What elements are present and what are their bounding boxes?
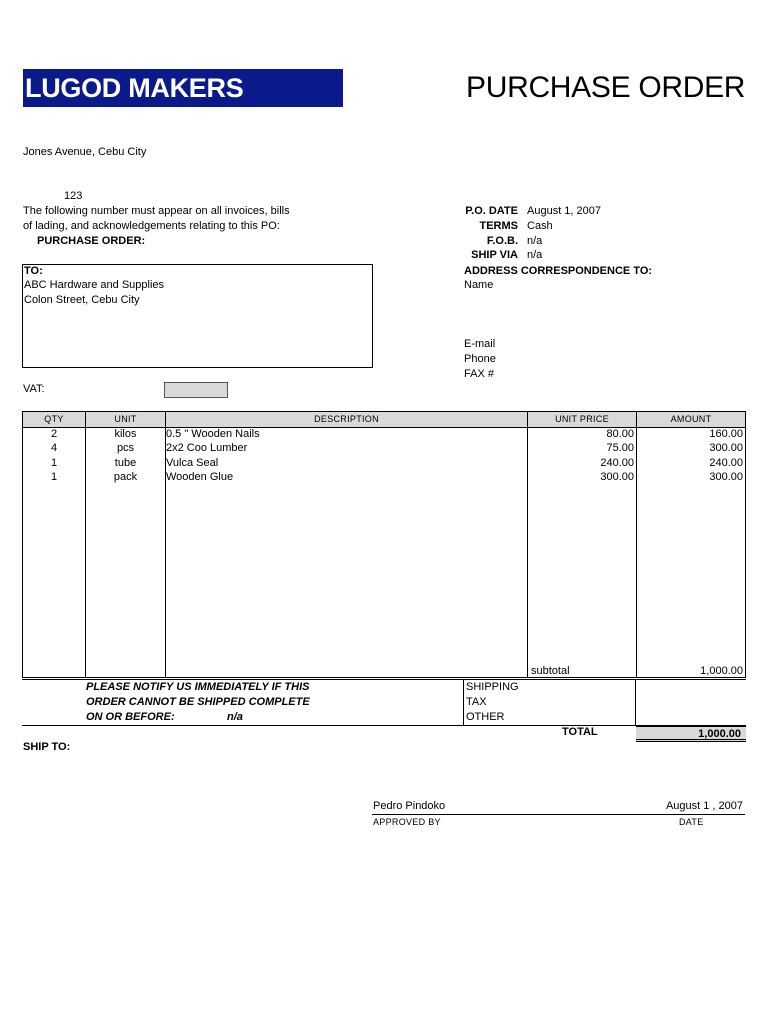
column-divider: [463, 680, 464, 726]
row1-unit-price: 80.00: [606, 428, 634, 440]
po-note-line2: of lading, and acknowledgements relating to this PO:: [23, 220, 280, 232]
header-amount: AMOUNT: [670, 414, 712, 424]
notice-line1: PLEASE NOTIFY US IMMEDIATELY IF THIS: [86, 681, 310, 693]
name-label: Name: [464, 279, 494, 291]
header-qty: QTY: [44, 414, 64, 424]
ship-via-label: SHIP VIA: [471, 249, 518, 261]
row1-description: 0.5 " Wooden Nails: [166, 428, 260, 440]
approved-by-label: APPROVED BY: [373, 817, 441, 827]
tax-label: TAX: [466, 696, 487, 708]
po-date-label: P.O. DATE: [465, 205, 518, 217]
email-label: E-mail: [464, 338, 496, 350]
ship-to-label: SHIP TO:: [23, 741, 71, 753]
row3-unit: tube: [114, 457, 137, 469]
row4-unit-price: 300.00: [600, 471, 634, 483]
fob-label: F.O.B.: [486, 235, 518, 247]
po-date-value: August 1, 2007: [527, 205, 602, 217]
vendor-name: ABC Hardware and Supplies: [24, 279, 165, 291]
header-unit-price: UNIT PRICE: [555, 414, 609, 424]
row2-amount: 300.00: [709, 442, 743, 454]
company-address: Jones Avenue, Cebu City: [23, 146, 147, 158]
fob-value: n/a: [527, 235, 543, 247]
items-table: [22, 411, 746, 678]
vat-label: VAT:: [23, 383, 45, 395]
row4-description: Wooden Glue: [166, 471, 234, 483]
row1-qty: 2: [50, 428, 58, 440]
other-label: OTHER: [466, 711, 505, 723]
ship-by-date: n/a: [227, 711, 243, 723]
ship-via-value: n/a: [527, 249, 543, 261]
header-unit: UNIT: [114, 414, 137, 424]
row1-unit: kilos: [114, 428, 137, 440]
company-name: LUGOD MAKERS: [23, 69, 343, 107]
header-description: DESCRIPTION: [314, 414, 379, 424]
subtotal-value: 1,000.00: [700, 665, 743, 677]
row2-qty: 4: [50, 442, 58, 454]
shipping-label: SHIPPING: [466, 681, 519, 693]
subtotal-label: subtotal: [531, 665, 570, 677]
po-number: 123: [64, 190, 83, 202]
row1-amount: 160.00: [709, 428, 743, 440]
notice-line2: ORDER CANNOT BE SHIPPED COMPLETE: [86, 696, 310, 708]
terms-value: Cash: [527, 220, 553, 232]
notice-block: [22, 679, 746, 726]
correspondence-label: ADDRESS CORRESPONDENCE TO:: [464, 265, 653, 277]
total-value: 1,000.00: [636, 726, 746, 742]
vendor-address: Colon Street, Cebu City: [24, 294, 140, 306]
fax-label: FAX #: [464, 368, 494, 380]
phone-label: Phone: [464, 353, 496, 365]
row2-unit-price: 75.00: [606, 442, 634, 454]
row3-amount: 240.00: [709, 457, 743, 469]
row4-qty: 1: [50, 471, 58, 483]
row4-unit: pack: [113, 471, 138, 483]
row2-description: 2x2 Coo Lumber: [166, 442, 248, 454]
row3-description: Vulca Seal: [166, 457, 219, 469]
po-note-line1: The following number must appear on all invoices, bills: [23, 205, 290, 217]
notice-line3: ON OR BEFORE:: [86, 711, 175, 723]
po-number-label: PURCHASE ORDER:: [37, 235, 146, 247]
row2-unit: pcs: [116, 442, 135, 454]
approval-date: August 1 , 2007: [665, 800, 743, 812]
approver-name: Pedro Pindoko: [373, 800, 446, 812]
row3-unit-price: 240.00: [600, 457, 634, 469]
row3-qty: 1: [50, 457, 58, 469]
document-title: PURCHASE ORDER: [466, 71, 746, 104]
to-label: TO:: [24, 265, 43, 277]
signature-line: [372, 814, 745, 815]
row4-amount: 300.00: [709, 471, 743, 483]
vat-field[interactable]: [164, 382, 228, 398]
total-label: TOTAL: [562, 726, 598, 738]
column-divider: [635, 680, 636, 726]
terms-label: TERMS: [479, 220, 518, 232]
date-label: DATE: [679, 817, 704, 827]
